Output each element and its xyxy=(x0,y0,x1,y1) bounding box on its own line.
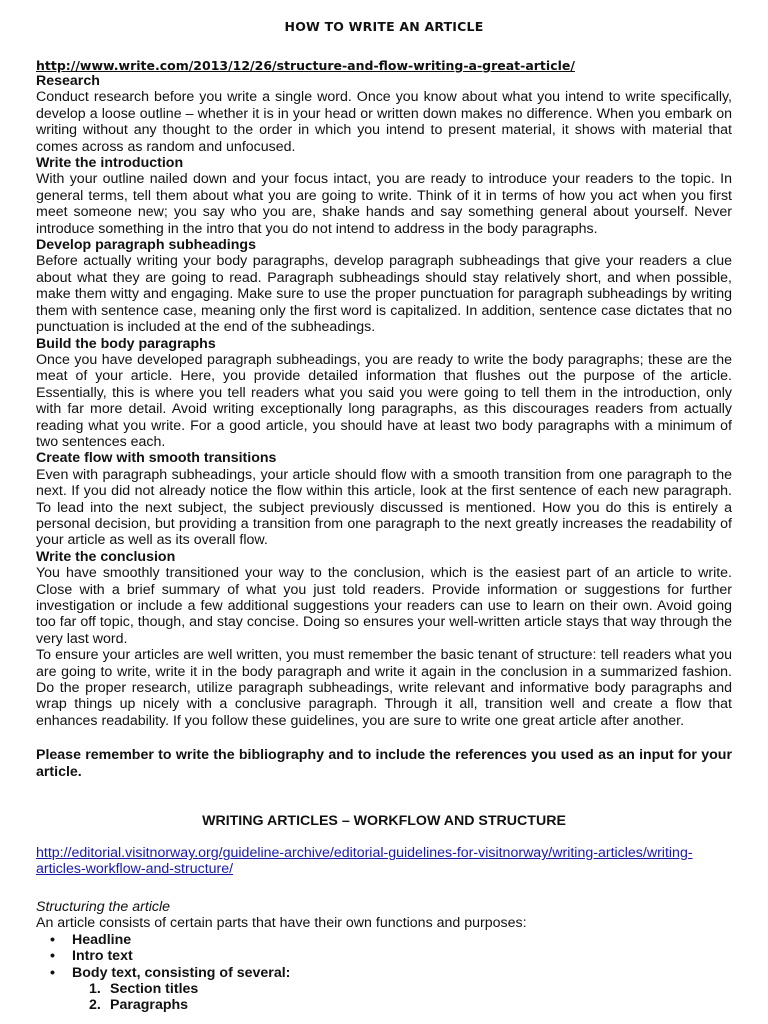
section-heading: Write the conclusion xyxy=(36,548,176,565)
section-subheadings xyxy=(36,237,732,335)
body-text-parts-list xyxy=(72,981,732,1014)
bullet-icon: • xyxy=(50,964,55,981)
section-text: Once you have developed paragraph subheadings, you are ready to write the body paragraphs; these are the meat of your article. Here, you provide detailed information that flushes out the purpose of the article. Essentially, this is where you tell readers what you said you were going to tell them in the introduction, only with far more detail. Avoid writing exceptionally long paragraphs, as this discourages readers from actually reading what you write. For a good article, you should have at least two body paragraphs with a minimum of two sentences each. xyxy=(36,351,732,450)
section-heading: Research xyxy=(36,73,100,89)
numbered-item xyxy=(72,981,732,997)
section-introduction xyxy=(36,155,732,237)
bibliography-note: Please remember to write the bibliography and to include the references you used as an input for your article. xyxy=(36,747,732,780)
item-number: 2. xyxy=(89,997,101,1014)
list-item xyxy=(36,948,732,964)
document-title: HOW TO WRITE AN ARTICLE xyxy=(284,19,484,34)
section-text: Before actually writing your body paragraphs, develop paragraph subheadings that give your readers a clue about what they are going to read. Paragraph subheadings should stay relatively short, and when possible, make them witty and engaging. Make sure to use the proper punctuation for paragraph subheadings by writing them with sentence case, meaning only the first word is capitalized. In addition, sentence case dictates that no punctuation is included at the end of the subheadings. xyxy=(36,253,732,336)
list-item xyxy=(36,932,732,948)
section-heading: Create flow with smooth transitions xyxy=(36,450,277,467)
source-link-write-com[interactable]: http://www.write.com/2013/12/26/structure-and-flow-writing-a-great-article/ xyxy=(36,58,575,73)
section-heading: Write the introduction xyxy=(36,155,184,172)
bullet-icon: • xyxy=(50,931,55,948)
structuring-title: Structuring the article xyxy=(36,898,171,915)
article-body xyxy=(36,73,732,780)
section2-title: WRITING ARTICLES – WORKFLOW AND STRUCTURE xyxy=(202,813,566,830)
structuring-intro: An article consists of certain parts that have their own functions and purposes: xyxy=(36,915,527,932)
section-transitions xyxy=(36,450,732,548)
source-link-visitnorway[interactable]: http://editorial.visitnorway.org/guideline-archive/editorial-guidelines-for-visitnorway/writing-articles/writing-articles-workflow-and-structure/ xyxy=(36,845,693,878)
section-text: Conduct research before you write a single word. Once you know about what you intend to write specifically, develop a loose outline – whether it is in your head or written down makes no difference. When you embark on writing without any thought to the order in which you intend to present material, it shows with material that comes across as random and unfocused. xyxy=(36,89,732,155)
section-text: Even with paragraph subheadings, your article should flow with a smooth transition from one paragraph to the next. If you did not already notice the flow within this article, look at the first sentence of each new paragraph. To lead into the next subject, the subject previously discussed is mentioned. How you do this is entirely a personal decision, but providing a transition from one paragraph to the next greatly increases the readability of your article as well as its overall flow. xyxy=(36,466,732,549)
section-text: You have smoothly transitioned your way to the conclusion, which is the easiest part of an article to write. Close with a brief summary of what you just told readers. Provide information or suggestions for further investigation or include a few additional suggestions your readers can use to learn on their own. Avoid going too far off topic, though, and stay concise. Doing so ensures your well-written article stays that way through the very last word. xyxy=(36,565,732,647)
section-body-paragraphs xyxy=(36,336,732,451)
section-heading: Develop paragraph subheadings xyxy=(36,237,256,254)
item-number: 1. xyxy=(89,980,101,997)
closing-paragraph: To ensure your articles are well written, you must remember the basic tenant of structure: tell readers what you are going to write, write it in the body paragraph and write it again in the conclusion in a summarized fashion. Do the proper research, utilize paragraph subheadings, write relevant and informative body paragraphs and wrap things up nicely with a conclusive paragraph. Through it all, transition well and create a flow that enhances readability. If you follow these guidelines, you are sure to write one great article after another. xyxy=(36,647,732,729)
article-parts-list xyxy=(36,932,732,1014)
list-item-label: Body text, consisting of several: xyxy=(72,964,291,981)
section-conclusion xyxy=(36,549,732,647)
section-text: With your outline nailed down and your focus intact, you are ready to introduce your readers to the topic. In general terms, tell them about what you are going to write. Think of it in terms of how you act when you first meet someone new; you say who you are, shake hands and say something general about yourself. Never introduce something in the intro that you do not intend to address in the body paragraphs. xyxy=(36,171,732,237)
numbered-item xyxy=(72,997,732,1013)
list-item-label: Headline xyxy=(72,931,132,948)
section-research xyxy=(36,73,732,155)
numbered-item-label: Section titles xyxy=(110,980,199,997)
bullet-icon: • xyxy=(50,948,55,965)
list-item xyxy=(36,965,732,1014)
numbered-item-label: Paragraphs xyxy=(110,997,189,1014)
list-item-label: Intro text xyxy=(72,948,133,965)
section-heading: Build the body paragraphs xyxy=(36,335,216,352)
